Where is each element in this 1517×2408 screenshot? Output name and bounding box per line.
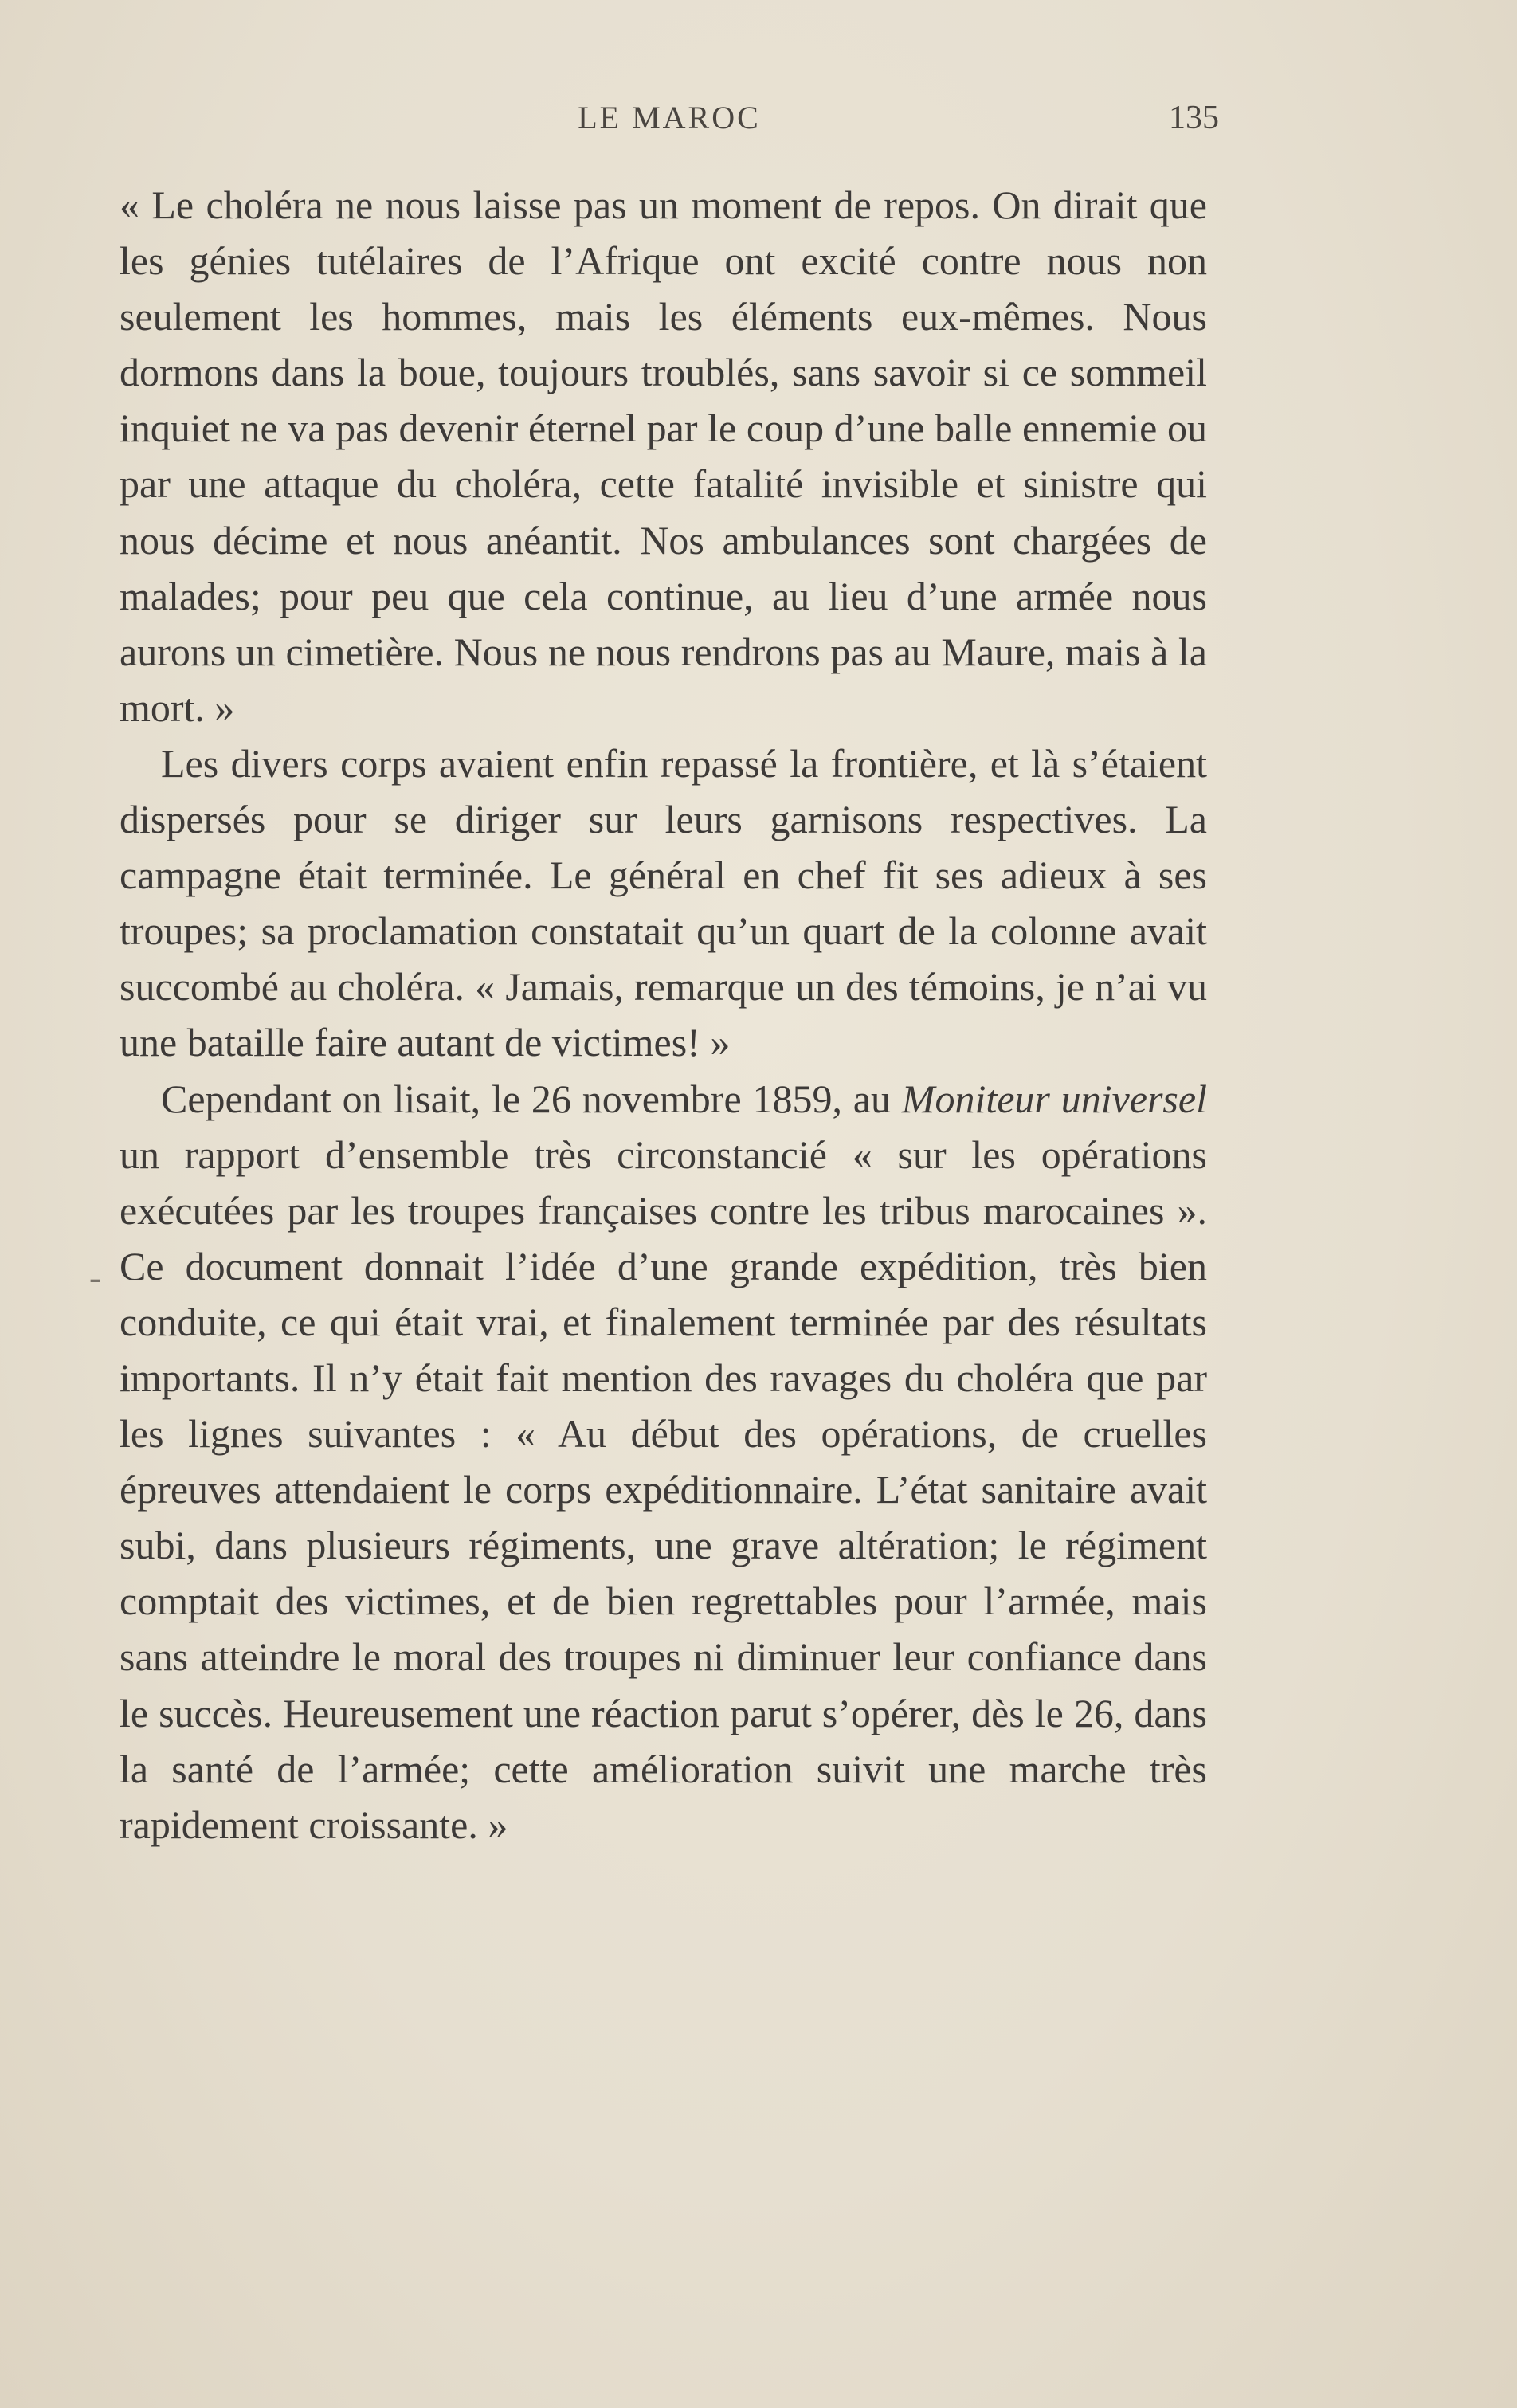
page-header xyxy=(120,99,1219,155)
body-text xyxy=(120,177,1207,1853)
paragraph-moniteur-report xyxy=(120,1071,1207,1853)
paragraph-text-before: Cependant on lisait, le 26 novembre 1859, au xyxy=(161,1076,902,1121)
paragraph-quote-cholera: « Le choléra ne nous laisse pas un moment de repos. On dirait que les génies tutélaires de l’Afrique ont excité contre nous non seulement les hommes, mais les éléments eux-mêmes. Nous dormons dans la boue, toujours troublés, sans savoir si ce sommeil inquiet ne va pas devenir éternel par le coup d’une balle ennemie ou par une attaque du choléra, cette fatalité invisible et sinistre qui nous décime et nous anéantit. Nos ambulances sont chargées de malades; pour peu que cela continue, au lieu d’une armée nous aurons un cimetière. Nous ne nous rendrons pas au Maure, mais à la mort. » xyxy=(120,182,1207,730)
newspaper-title: Moniteur universel xyxy=(901,1076,1207,1121)
running-head: LE MAROC xyxy=(578,100,761,135)
paragraph-campaign-end: Les divers corps avaient enfin repassé la frontière, et là s’étaient dispersés pour se diriger sur leurs garnisons respectives. La campagne était terminée. Le général en chef fit ses adieux à ses troupes; sa proclamation constatait qu’un quart de la colonne avait succombé au choléra. « Jamais, remarque un des témoins, je n’ai vu une bataille faire autant de victimes! » xyxy=(120,740,1207,1065)
margin-mark: - xyxy=(89,1258,101,1297)
paragraph-text-after: un rapport d’ensemble très circonstancié « sur les opérations exécutées par les troupes françaises contre les tribus marocaines ». Ce document donnait l’idée d’une grande expédition, très bien conduite, ce qui était vrai, et finalement terminée par des résultats importants. Il n’y était fait mention des ravages du choléra que par les lignes suivantes : « Au début des opérations, de cruelles épreuves attendaient le corps expéditionnaire. L’état sanitaire avait subi, dans plusieurs régiments, une grave altération; le régiment comptait des victimes, et de bien regrettables pour l’armée, mais sans atteindre le moral des troupes ni diminuer leur confiance dans le succès. Heureusement une réaction parut s’opérer, dès le 26, dans la santé de l’armée; cette amélioration suivit une marche très rapidement croissante. » xyxy=(120,1131,1207,1847)
page-number: 135 xyxy=(1169,100,1219,136)
